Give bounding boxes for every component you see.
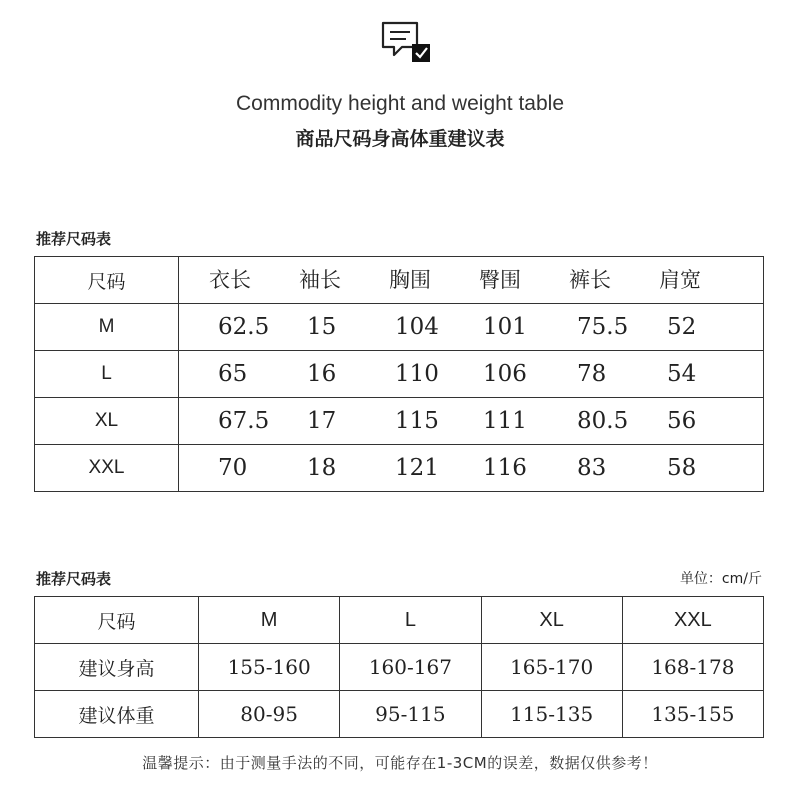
value-cell: 104: [395, 314, 439, 340]
value-cell: 165-170: [481, 644, 622, 691]
value-cell: 83: [577, 455, 607, 481]
table-header-row: [35, 597, 764, 644]
value-cell: 18: [307, 455, 337, 481]
table-row: [35, 304, 764, 351]
size-cell: XL: [35, 398, 179, 445]
table-row: [35, 445, 764, 492]
row-label: 建议体重: [35, 691, 199, 738]
value-cells: [179, 445, 764, 492]
value-cell: 17: [307, 408, 337, 434]
value-cell: 95-115: [340, 691, 481, 738]
value-cell: 75.5: [577, 314, 629, 340]
value-cell: 160-167: [340, 644, 481, 691]
value-cell: 67.5: [218, 408, 270, 434]
size-cell: M: [35, 304, 179, 351]
value-cell: 78: [577, 361, 607, 387]
header-cell: M: [199, 597, 340, 644]
title-chinese: 商品尺码身高体重建议表: [295, 128, 505, 150]
header-cell: XL: [481, 597, 622, 644]
value-cell: 110: [395, 361, 439, 387]
value-cell: 106: [483, 361, 527, 387]
row-label: 建议身高: [35, 644, 199, 691]
table-header-row: [35, 257, 764, 304]
value-cell: 70: [218, 455, 248, 481]
value-cell: 111: [483, 408, 527, 434]
value-cell: 116: [483, 455, 527, 481]
value-cell: 115: [395, 408, 439, 434]
value-cell: 121: [395, 455, 439, 481]
table-row: [35, 351, 764, 398]
header-cell: 尺码: [35, 597, 199, 644]
value-cell: 80-95: [199, 691, 340, 738]
table-row: [35, 644, 764, 691]
value-cell: 65: [218, 361, 248, 387]
size-cell: XXL: [35, 445, 179, 492]
header-cell: 臀围: [479, 268, 521, 292]
value-cell: 52: [667, 314, 697, 340]
header-cell: 袖长: [299, 268, 341, 292]
disclaimer-note: 温馨提示：由于测量手法的不同，可能存在1-3CM的误差，数据仅供参考！: [142, 754, 658, 772]
value-cell: 80.5: [577, 408, 629, 434]
value-cell: 62.5: [218, 314, 270, 340]
table1-label: 推荐尺码表: [36, 230, 112, 248]
value-cell: 115-135: [481, 691, 622, 738]
value-cell: 168-178: [622, 644, 763, 691]
value-cell: 15: [307, 314, 337, 340]
unit-label: 单位：cm/斤: [679, 571, 762, 587]
value-cell: 101: [483, 314, 527, 340]
value-cells: [179, 398, 764, 445]
value-cell: 16: [307, 361, 337, 387]
size-measurement-table: [34, 256, 764, 492]
table-row: [35, 691, 764, 738]
value-cell: 155-160: [199, 644, 340, 691]
value-cells: [179, 304, 764, 351]
header-cell: 衣长: [209, 268, 251, 292]
value-cell: 135-155: [622, 691, 763, 738]
value-cells: [179, 351, 764, 398]
height-weight-table: [34, 596, 764, 738]
header-cell: 胸围: [389, 268, 431, 292]
header-cell: 尺码: [35, 257, 179, 304]
header-cell: L: [340, 597, 481, 644]
size-cell: L: [35, 351, 179, 398]
table2-label: 推荐尺码表: [36, 570, 112, 588]
title-english: Commodity height and weight table: [235, 92, 565, 115]
value-cell: 56: [667, 408, 697, 434]
table-row: [35, 398, 764, 445]
header-cell: 裤长: [569, 268, 611, 292]
header-cells: [179, 257, 764, 304]
value-cell: 54: [667, 361, 697, 387]
header-cell: XXL: [622, 597, 763, 644]
value-cell: 58: [667, 455, 697, 481]
message-check-icon: [380, 20, 432, 64]
header-cell: 肩宽: [659, 268, 701, 292]
